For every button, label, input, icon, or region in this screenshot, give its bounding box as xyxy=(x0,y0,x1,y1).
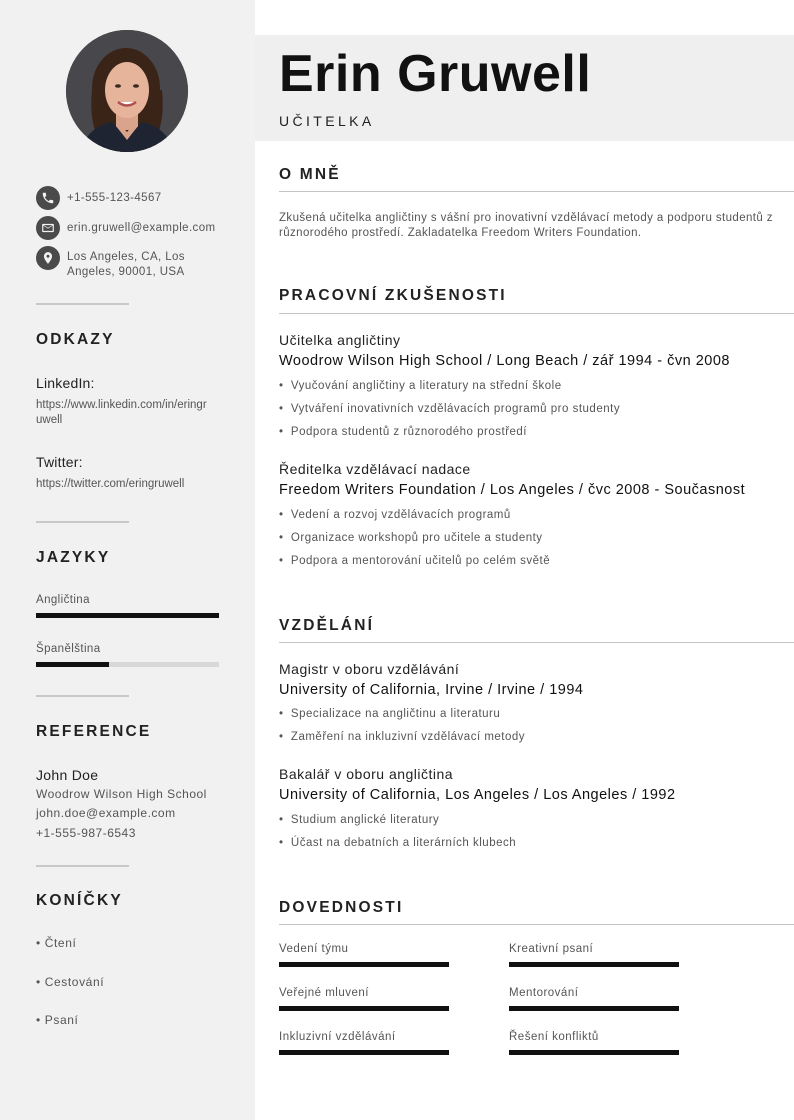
divider xyxy=(36,521,129,523)
contact-email xyxy=(36,216,236,240)
languages-heading: JAZYKY xyxy=(36,549,111,566)
skill-name: Vedení týmu xyxy=(279,943,349,955)
skill-name: Mentorování xyxy=(509,987,579,999)
reference-email[interactable]: john.doe@example.com xyxy=(36,806,176,820)
about-heading: O MNĚ xyxy=(279,166,341,183)
job-bullet: • Podpora a mentorování učitelů po celém světě xyxy=(279,555,551,567)
about-text: Zkušená učitelka angličtiny s vášní pro inovativní vzdělávací metody a podporu studentů z různorodého prostředí. Zakladatelka Freedom Writers Foundation. xyxy=(279,212,773,239)
skill-level-bar xyxy=(509,1050,679,1055)
bullet-text: Podpora a mentorování učitelů po celém světě xyxy=(290,555,551,567)
skill-level-bar xyxy=(279,962,449,967)
person-role: UČITELKA xyxy=(279,113,375,129)
skill-name: Kreativní psaní xyxy=(509,943,594,955)
twitter-url[interactable]: https://twitter.com/eringruwell xyxy=(36,478,185,490)
job-details: Freedom Writers Foundation / Los Angeles / čvc 2008 - Současnost xyxy=(279,482,746,498)
skills-heading: DOVEDNOSTI xyxy=(279,899,404,916)
job-details: Woodrow Wilson High School / Long Beach / zář 1994 - čvn 2008 xyxy=(279,353,730,369)
skill-level-fill xyxy=(279,962,449,967)
job-title: Učitelka angličtiny xyxy=(279,332,401,348)
reference-heading: REFERENCE xyxy=(36,723,152,740)
experience-heading: PRACOVNÍ ZKUŠENOSTI xyxy=(279,287,507,304)
job-bullet: • Vyučování angličtiny a literatury na střední škole xyxy=(279,380,562,392)
url-line[interactable]: uwell xyxy=(36,414,63,426)
section-rule xyxy=(279,924,794,925)
skill-level-bar xyxy=(509,962,679,967)
degree-details: University of California, Irvine / Irvine / 1994 xyxy=(279,682,584,698)
skill-level-fill xyxy=(279,1050,449,1055)
skill-level-bar xyxy=(279,1006,449,1011)
hobby-item: • Čtení xyxy=(36,936,77,950)
sidebar xyxy=(0,0,255,1120)
divider xyxy=(36,303,129,305)
phone-icon xyxy=(36,186,60,210)
linkedin-url[interactable] xyxy=(36,398,226,428)
mail-icon xyxy=(36,216,60,240)
bullet-text: Specializace na angličtinu a literaturu xyxy=(290,708,501,720)
language-name: Španělština xyxy=(36,643,101,655)
skill-name: Řešení konfliktů xyxy=(509,1031,599,1043)
contact-address xyxy=(36,246,236,280)
skill-level-bar xyxy=(279,1050,449,1055)
linkedin-label: LinkedIn: xyxy=(36,375,95,391)
address-line: Los Angeles, CA, Los xyxy=(67,251,185,263)
language-level-bar xyxy=(36,662,219,667)
skill-level-bar xyxy=(509,1006,679,1011)
language-level-fill xyxy=(36,613,219,618)
degree-title: Magistr v oboru vzdělávání xyxy=(279,661,460,677)
education-bullet: • Zaměření na inkluzivní vzdělávací metody xyxy=(279,731,526,743)
links-heading: ODKAZY xyxy=(36,331,115,348)
skill-level-fill xyxy=(509,962,679,967)
skill-name: Veřejné mluvení xyxy=(279,987,369,999)
bullet-text: Zaměření na inkluzivní vzdělávací metody xyxy=(290,731,526,743)
bullet-text: Podpora studentů z různorodého prostředí xyxy=(290,426,528,438)
language-name: Angličtina xyxy=(36,594,90,606)
degree-details: University of California, Los Angeles / Los Angeles / 1992 xyxy=(279,787,676,803)
hobby-item: • Psaní xyxy=(36,1013,79,1027)
reference-name: John Doe xyxy=(36,767,99,783)
job-title: Ředitelka vzdělávací nadace xyxy=(279,461,471,477)
education-bullet: • Účast na debatních a literárních klubech xyxy=(279,837,517,849)
bullet-text: Vyučování angličtiny a literatury na střední škole xyxy=(290,380,562,392)
contact-phone xyxy=(36,186,236,210)
divider xyxy=(36,865,129,867)
skill-name: Inkluzivní vzdělávání xyxy=(279,1031,396,1043)
location-pin-icon xyxy=(36,246,60,270)
bullet-text: Organizace workshopů pro učitele a studenty xyxy=(290,532,543,544)
bullet-text: Studium anglické literatury xyxy=(290,814,440,826)
hobby-item: • Cestování xyxy=(36,975,105,989)
skill-level-fill xyxy=(279,1006,449,1011)
degree-title: Bakalář v oboru angličtina xyxy=(279,766,454,782)
language-level-bar xyxy=(36,613,219,618)
education-bullet: • Specializace na angličtinu a literaturu xyxy=(279,708,501,720)
divider xyxy=(36,695,129,697)
reference-company: Woodrow Wilson High School xyxy=(36,787,207,801)
section-rule xyxy=(279,191,794,192)
language-level-fill xyxy=(36,662,109,667)
reference-phone: +1-555-987-6543 xyxy=(36,826,136,840)
twitter-label: Twitter: xyxy=(36,454,83,470)
job-bullet: • Vedení a rozvoj vzdělávacích programů xyxy=(279,509,511,521)
address-line: Angeles, 90001, USA xyxy=(67,266,185,278)
address-text xyxy=(67,246,185,280)
section-rule xyxy=(279,642,794,643)
job-bullet: • Organizace workshopů pro učitele a studenty xyxy=(279,532,543,544)
job-bullet: • Podpora studentů z různorodého prostředí xyxy=(279,426,528,438)
bullet-text: Vedení a rozvoj vzdělávacích programů xyxy=(290,509,511,521)
profile-photo xyxy=(66,30,188,152)
bullet-text: Vytváření inovativních vzdělávacích programů pro studenty xyxy=(290,403,621,415)
education-heading: VZDĚLÁNÍ xyxy=(279,617,375,634)
job-bullet: • Vytváření inovativních vzdělávacích programů pro studenty xyxy=(279,403,621,415)
section-rule xyxy=(279,313,794,314)
bullet-text: Účast na debatních a literárních klubech xyxy=(290,837,517,849)
skill-level-fill xyxy=(509,1006,679,1011)
email-text[interactable]: erin.gruwell@example.com xyxy=(67,222,216,234)
phone-text: +1-555-123-4567 xyxy=(67,192,162,204)
skill-level-fill xyxy=(509,1050,679,1055)
person-name: Erin Gruwell xyxy=(279,45,592,103)
hobbies-heading: KONÍČKY xyxy=(36,892,123,909)
url-line[interactable]: https://www.linkedin.com/in/eringr xyxy=(36,399,207,411)
education-bullet: • Studium anglické literatury xyxy=(279,814,440,826)
